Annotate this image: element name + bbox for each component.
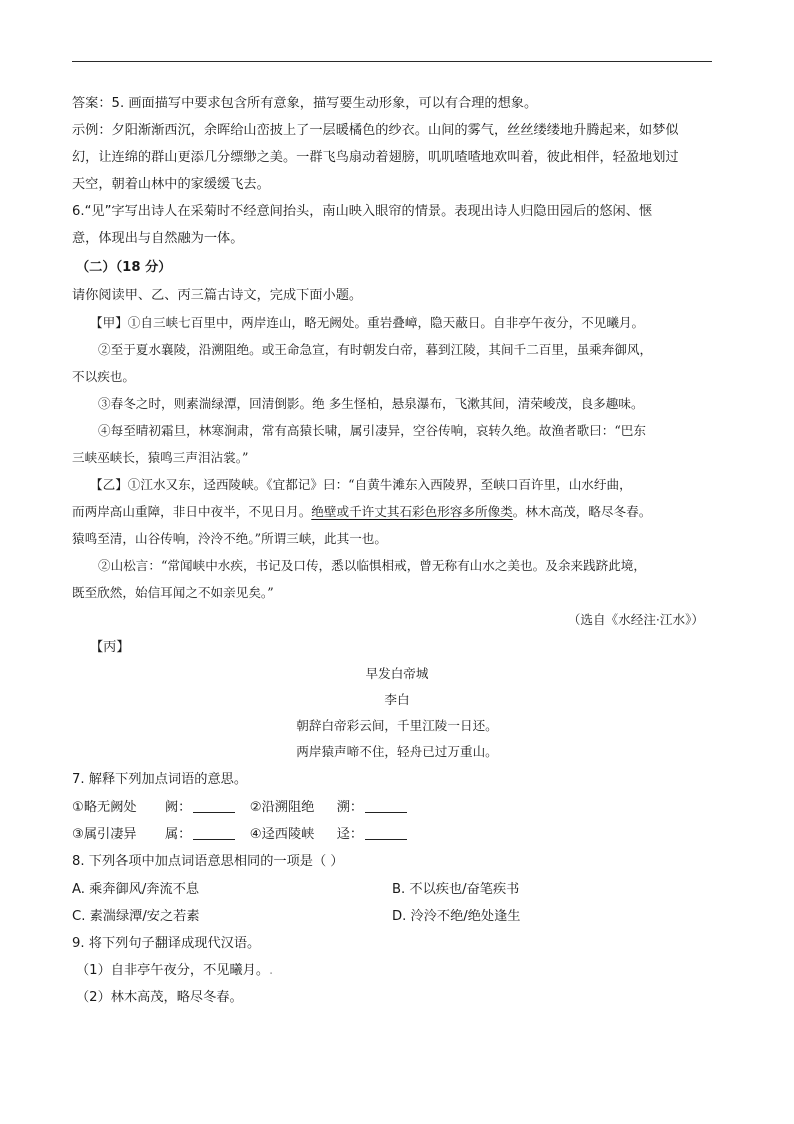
top-divider — [72, 61, 712, 62]
jia-paragraph-2-line-1: ②至于夏水襄陵，沿溯阻绝。或王命急宣，有时朝发白帝，暮到江陵，其间千二百里，虽乘奔御风， — [98, 342, 653, 357]
q8-stem: 8. 下列各项中加点词语意思相同的一项是（ ） — [72, 854, 344, 869]
q7-item-1-word: 阙： — [164, 800, 192, 815]
q9-item-1-text: （1）自非亭午夜分，不见曦月。 — [76, 963, 270, 978]
bing-label: 【丙】 — [90, 640, 130, 655]
poem-author: 李白 — [384, 692, 410, 707]
q7-stem: 7. 解释下列加点词语的意思。 — [72, 772, 248, 787]
q8-option-b[interactable]: B. 不以疾也/奋笔疾书 — [392, 882, 520, 897]
underlined-sentence: 绝壁或千许丈其石彩色形容多所像类 — [311, 504, 513, 519]
q8-option-c[interactable]: C. 素湍绿潭/安之若素 — [72, 909, 200, 924]
q7-row-1 — [72, 798, 409, 818]
q7-item-1-phrase: ①略无阙处 — [72, 800, 137, 815]
answer-q5-example-2: 幻，让连绵的群山更添几分缥缈之美。一群飞鸟扇动着翅膀，叽叽喳喳地欢叫着，彼此相伴，轻盈地划过 — [72, 150, 679, 165]
poem-line-1: 朝辞白帝彩云间，千里江陵一日还。 — [296, 718, 498, 733]
q9-item-2: （2）林木高茂，略尽冬春。 — [76, 990, 243, 1005]
answer-q5-example-3: 天空，朝着山林中的家缓缓飞去。 — [72, 177, 270, 192]
answer-q5: 答案：5. 画面描写中要求包含所有意象，描写要生动形象，可以有合理的想象。 — [72, 96, 538, 111]
jia-paragraph-1: 【甲】①自三峡七百里中，两岸连山，略无阙处。重岩叠嶂，隐天蔽日。自非亭午夜分，不见曦月。 — [90, 315, 645, 330]
yi-paragraph-1-line-3: 猿鸣至清，山谷传响，泠泠不绝。”所谓三峡，此其一也。 — [72, 531, 387, 546]
q7-item-3-phrase: ③属引凄异 — [72, 827, 137, 842]
q7-item-2-word: 溯： — [336, 800, 364, 815]
q7-item-3-blank[interactable] — [193, 826, 235, 840]
q7-item-3-word: 属： — [164, 827, 192, 842]
section-intro: 请你阅读甲、乙、丙三篇古诗文，完成下面小题。 — [72, 288, 363, 303]
yi-paragraph-1-line-1: 【乙】①江水又东，迳西陵峡。《宜都记》曰：“自黄牛滩东入西陵界，至峡口百许里，山水纡曲， — [90, 477, 632, 492]
jia-paragraph-3: ③春冬之时，则素湍绿潭，回清倒影。绝 多生怪柏，悬泉瀑布，飞漱其间，清荣峻茂，良多趣味。 — [98, 396, 644, 411]
jia-paragraph-2-line-2: 不以疾也。 — [72, 369, 135, 384]
q7-item-4-word: 迳： — [336, 827, 364, 842]
yi-text-before: 而两岸高山重障，非日中夜半，不见日月。 — [72, 504, 312, 519]
stray-dot: . — [269, 963, 274, 978]
jia-paragraph-4-line-2: 三峡巫峡长，猿鸣三声泪沾裳。” — [72, 450, 249, 465]
q7-item-1-blank[interactable] — [193, 799, 235, 813]
q7-item-4-phrase: ④迳西陵峡 — [249, 827, 315, 842]
yi-source: （选自《水经注·江水》） — [567, 612, 704, 627]
q7-item-2-blank[interactable] — [365, 799, 407, 813]
q8-option-a[interactable]: A. 乘奔御风/奔流不息 — [72, 882, 200, 897]
yi-paragraph-2-line-2: 既至欣然，始信耳闻之不如亲见矣。” — [72, 585, 274, 600]
poem-line-2: 两岸猿声啼不住，轻舟已过万重山。 — [296, 744, 498, 759]
jia-paragraph-4-line-1: ④每至晴初霜旦，林寒涧肃，常有高猿长啸，属引凄异，空谷传响，哀转久绝。故渔者歌曰：“巴东 — [98, 423, 646, 438]
q7-row-2 — [72, 825, 409, 845]
yi-paragraph-2-line-1: ②山松言：“常闻峡中水疾，书记及口传，悉以临惧相戒，曾无称有山水之美也。及余来践跻此境， — [98, 558, 646, 573]
poem-title: 早发白帝城 — [365, 666, 429, 681]
yi-paragraph-1-line-2 — [72, 502, 651, 522]
q9-stem: 9. 将下列句子翻译成现代汉语。 — [72, 936, 261, 951]
answer-q6-2: 意，体现出与自然融为一体。 — [72, 231, 244, 246]
yi-text-after: 。林木高茂，略尽冬春。 — [512, 504, 652, 519]
answer-q5-example-1: 示例：夕阳渐渐西沉，余晖给山峦披上了一层暖橘色的纱衣。山间的雾气，丝丝缕缕地升腾起来，如梦似 — [72, 123, 679, 138]
section-heading: （二）（18 分） — [76, 260, 172, 275]
q8-option-d[interactable]: D. 泠泠不绝/绝处逢生 — [392, 909, 521, 924]
answer-q6-1: 6.“见”字写出诗人在采菊时不经意间抬头，南山映入眼帘的情景。表现出诗人归隐田园后的悠闲、惬 — [72, 204, 653, 219]
q7-item-4-blank[interactable] — [365, 826, 407, 840]
q9-item-1 — [76, 961, 273, 981]
q7-item-2-phrase: ②沿溯阻绝 — [249, 800, 315, 815]
